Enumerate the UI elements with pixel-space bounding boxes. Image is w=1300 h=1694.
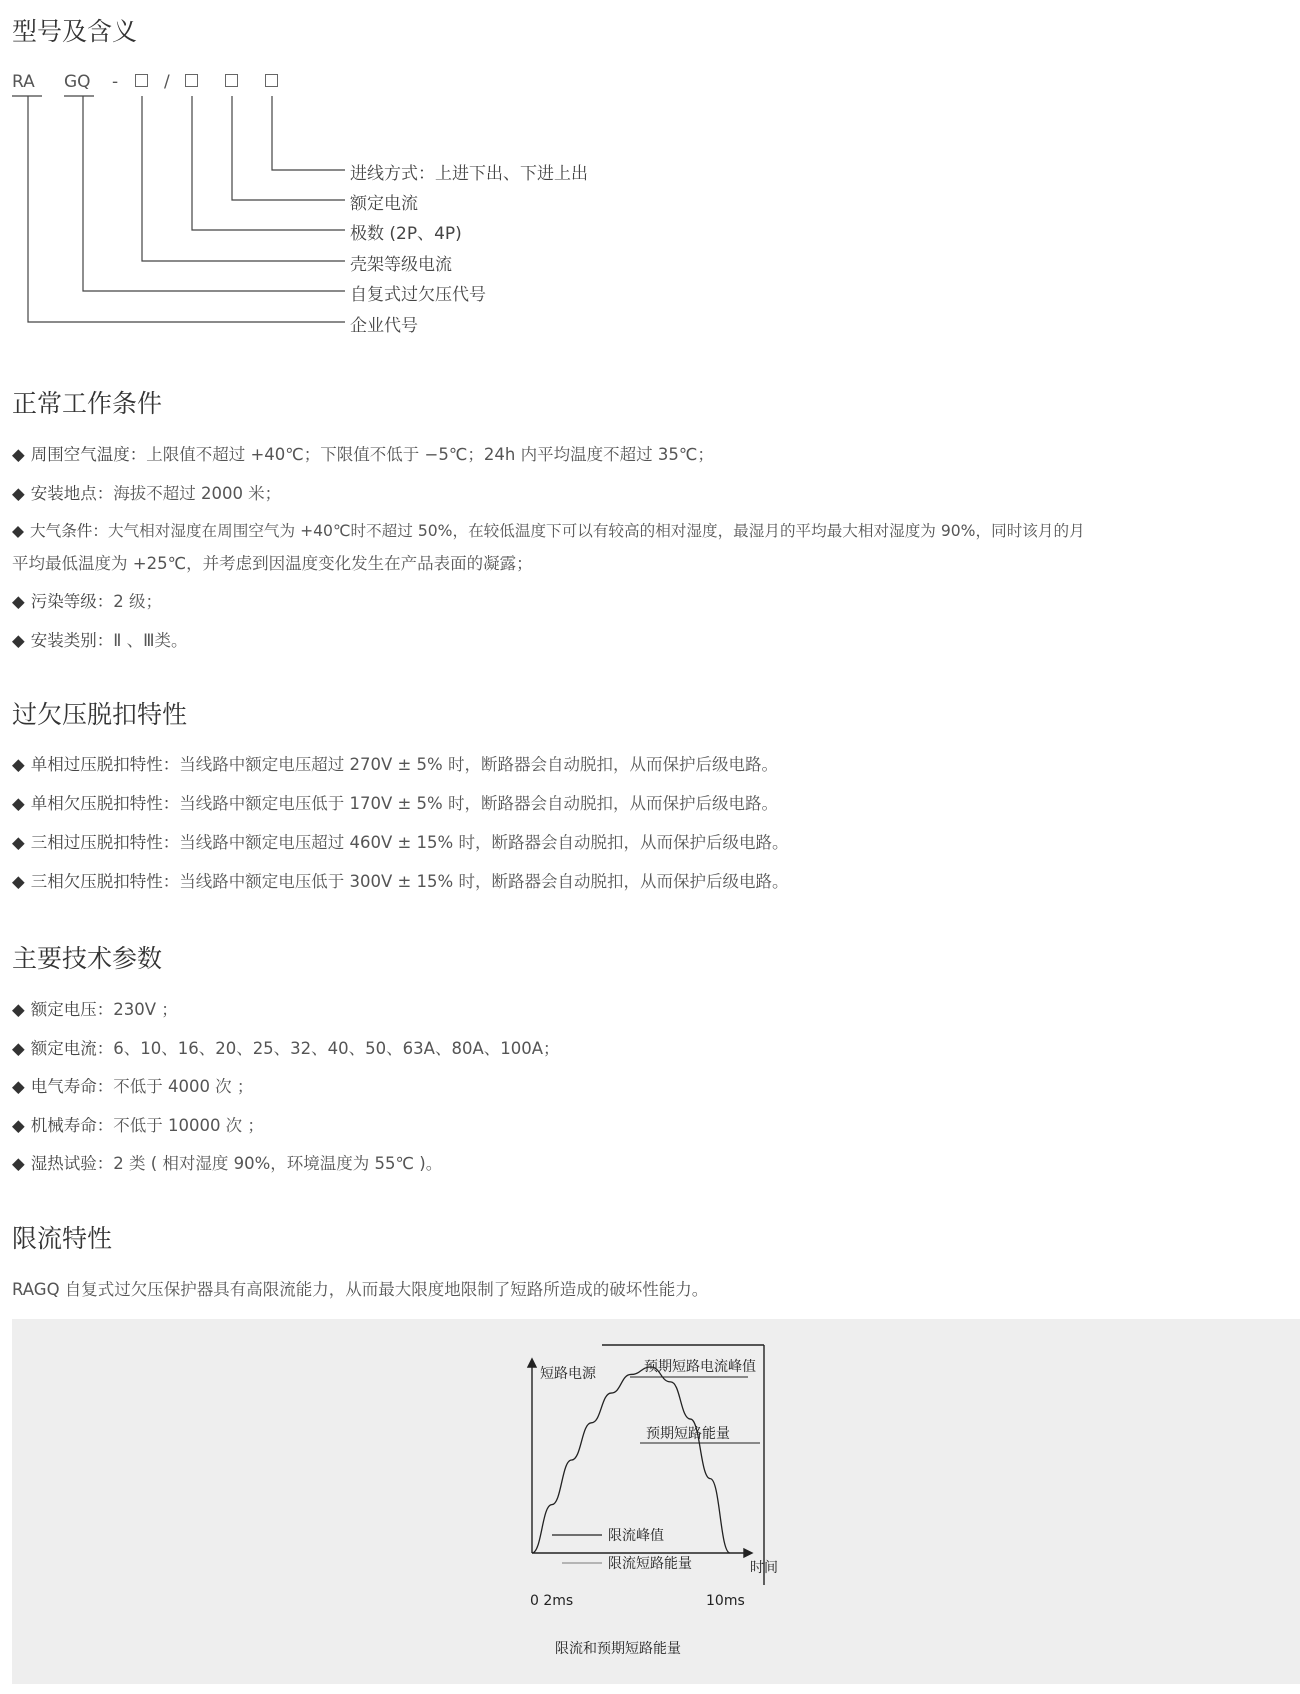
- x-axis-arrow-icon: [744, 1549, 752, 1557]
- annotation-energy: 预期短路能量: [646, 1426, 730, 1442]
- list-item: ◆ 三相欠压脱扣特性：当线路中额定电压低于 300V ± 15% 时，断路器会自动脱扣，从而保护后级电路。: [12, 872, 789, 891]
- y-axis-label: 短路电源: [540, 1366, 596, 1382]
- code-gq: GQ: [64, 72, 91, 92]
- section-title-trip: 过欠压脱扣特性: [12, 700, 188, 729]
- list-item: ◆ 额定电流：6、10、16、20、25、32、40、50、63A、80A、100A；: [12, 1039, 560, 1058]
- diamond-bullet-icon: ◆: [12, 1154, 25, 1173]
- diamond-bullet-icon: ◆: [12, 484, 25, 503]
- meaning-frame-current: 壳架等级电流: [350, 255, 452, 275]
- list-item: ◆ 机械寿命：不低于 10000 次 ；: [12, 1116, 264, 1135]
- list-item: ◆ 大气条件：大气相对湿度在周围空气为 +40℃时不超过 50%，在较低温度下可以有较高的相对湿度，最湿月的平均最大相对湿度为 90%，同时该月的月: [12, 522, 1085, 540]
- diamond-bullet-icon: ◆: [12, 1116, 25, 1135]
- limit-description: RAGQ 自复式过欠压保护器具有高限流能力，从而最大限度地限制了短路所造成的破坏性能力。: [12, 1280, 709, 1299]
- diamond-bullet-icon: ◆: [12, 1039, 25, 1058]
- diamond-bullet-icon: ◆: [12, 522, 24, 540]
- diamond-bullet-icon: ◆: [12, 872, 25, 891]
- meaning-wiring: 进线方式：上进下出、下进上出: [350, 164, 588, 184]
- code-ra: RA: [12, 72, 35, 92]
- diamond-bullet-icon: ◆: [12, 592, 25, 611]
- section-title-params: 主要技术参数: [12, 944, 163, 973]
- meaning-poles: 极数 (2P、4P): [350, 224, 462, 244]
- section-title-conditions: 正常工作条件: [12, 389, 163, 418]
- section-title-limit: 限流特性: [12, 1224, 113, 1253]
- list-item: ◆ 单相欠压脱扣特性：当线路中额定电压低于 170V ± 5% 时，断路器会自动脱扣，从而保护后级电路。: [12, 794, 778, 813]
- diamond-bullet-icon: ◆: [12, 1077, 25, 1096]
- y-axis-arrow-icon: [528, 1359, 536, 1367]
- list-item: ◆ 安装地点：海拔不超过 2000 米；: [12, 484, 282, 503]
- diamond-bullet-icon: ◆: [12, 794, 25, 813]
- list-item-continuation: 平均最低温度为 +25℃，并考虑到因温度变化发生在产品表面的凝露；: [12, 554, 533, 573]
- annotation-peak: 预期短路电流峰值: [644, 1359, 756, 1375]
- list-item: ◆ 污染等级：2 级；: [12, 592, 162, 611]
- limit-chart: [520, 1335, 820, 1665]
- diamond-bullet-icon: ◆: [12, 631, 25, 650]
- model-bracket-lines: [0, 0, 345, 335]
- diamond-bullet-icon: ◆: [12, 445, 25, 464]
- legend-label-peak: 限流峰值: [608, 1528, 664, 1544]
- legend-label-energy: 限流短路能量: [608, 1556, 692, 1572]
- list-item: ◆ 周围空气温度：上限值不超过 +40℃；下限值不低于 −5℃；24h 内平均温度不超过 35℃；: [12, 445, 714, 464]
- diamond-bullet-icon: ◆: [12, 755, 25, 774]
- diamond-bullet-icon: ◆: [12, 1000, 25, 1019]
- list-item: ◆ 湿热试验：2 类 ( 相对湿度 90%，环境温度为 55℃ )。: [12, 1154, 443, 1173]
- list-item: ◆ 额定电压：230V ；: [12, 1000, 178, 1019]
- tick-label-end: 10ms: [706, 1593, 745, 1609]
- list-item: ◆ 电气寿命：不低于 4000 次 ；: [12, 1077, 254, 1096]
- code-slash: /: [164, 72, 170, 92]
- list-item: ◆ 单相过压脱扣特性：当线路中额定电压超过 270V ± 5% 时，断路器会自动脱扣，从而保护后级电路。: [12, 755, 778, 774]
- list-item: ◆ 安装类别：Ⅱ 、Ⅲ类。: [12, 631, 188, 650]
- chart-title: 限流和预期短路能量: [555, 1641, 681, 1657]
- code-dash: -: [112, 72, 119, 92]
- diamond-bullet-icon: ◆: [12, 833, 25, 852]
- meaning-rated-current: 额定电流: [350, 194, 418, 214]
- section-title-model: 型号及含义: [12, 17, 138, 46]
- list-item: ◆ 三相过压脱扣特性：当线路中额定电压超过 460V ± 15% 时，断路器会自动脱扣，从而保护后级电路。: [12, 833, 789, 852]
- meaning-company-code: 企业代号: [350, 316, 418, 336]
- x-axis-label: 时间: [750, 1560, 778, 1576]
- tick-label-start: 0 2ms: [530, 1593, 574, 1609]
- series-line-prospective-current: [532, 1367, 730, 1553]
- meaning-ovuv-code: 自复式过欠压代号: [350, 285, 486, 305]
